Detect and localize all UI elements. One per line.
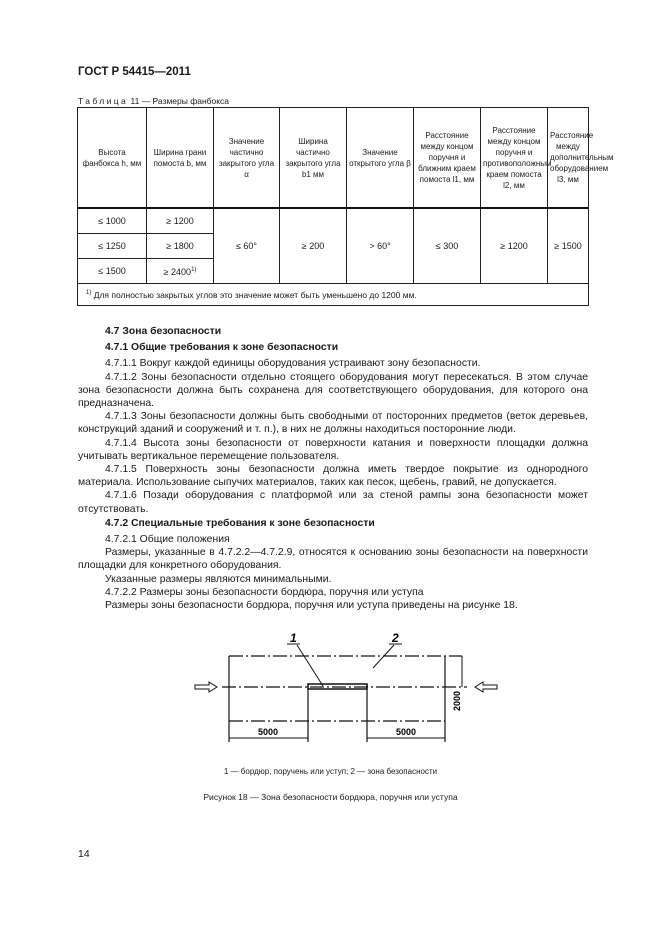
paragraph: 4.7.1.1 Вокруг каждой единицы оборудования устраивают зону безопасности. [105, 358, 481, 370]
table-row [78, 208, 589, 234]
cell: ≤ 1500 [78, 259, 147, 284]
cell: ≤ 300 [414, 208, 481, 284]
header-cell: Высота фанбокса h, мм [78, 108, 147, 209]
header-cell: Расстояние между дополнительным оборудованием l3, мм [548, 108, 589, 209]
leader-line-1 [297, 645, 323, 686]
arrow-right-icon [195, 682, 217, 692]
dimension-left: 5000 [257, 727, 279, 737]
table-caption-title: 11 — Размеры фанбокса [128, 96, 230, 106]
cell: ≥ 200 [280, 208, 347, 284]
section-heading: 4.7.2 Специальные требования к зоне безопасности [105, 517, 375, 529]
footnote-text: Для полностью закрытых углов это значение может быть уменьшено до 1200 мм. [93, 289, 417, 300]
cell: ≤ 60° [214, 208, 280, 284]
paragraph: 4.7.1.5 Поверхность зоны безопасности должна иметь твердое покрытие из однородного материала. Использование сыпучих материалов, таких как песок, щебень, гравий, не допускается. [78, 464, 588, 489]
header-cell: Значение открытого угла β [347, 108, 414, 209]
figure-caption: Рисунок 18 — Зона безопасности бордюра, поручня или уступа [203, 792, 458, 802]
figure-18-diagram [180, 625, 510, 755]
footnote-mark: 1) [191, 266, 197, 273]
arrow-left-icon [475, 682, 497, 692]
footnote-mark: 1) [86, 290, 92, 297]
header-cell: Значение частично закрытого угла α [214, 108, 280, 209]
figure-label-1: 1 [290, 631, 297, 645]
section-heading: 4.7 Зона безопасности [105, 326, 222, 337]
body-text [78, 324, 588, 612]
table-caption-prefix: Таблица [78, 96, 129, 106]
dimension-height: 2000 [452, 690, 462, 712]
cell: ≥ 1200 [481, 208, 548, 284]
paragraph: Размеры, указанные в 4.7.2.2—4.7.2.9, относятся к основанию зоны безопасности на поверхности площадки для конкретного оборудования. [78, 547, 588, 572]
figure-legend: 1 — бордюр, поручень или уступ; 2 — зона безопасности [223, 767, 438, 776]
table-footnote [78, 284, 589, 306]
header-cell: Ширина грани помоста b, мм [147, 108, 214, 209]
paragraph: 4.7.2.2 Размеры зоны безопасности бордюра, поручня или уступа [105, 586, 424, 598]
cell: ≤ 1000 [78, 208, 147, 234]
table-caption [78, 96, 229, 106]
paragraph: 4.7.2.1 Общие положения [105, 534, 230, 546]
cell [147, 259, 214, 284]
paragraph: 4.7.1.3 Зоны безопасности должны быть свободными от посторонних предметов (веток деревьев, конструкций зданий и сооружений и т. п.), в них не должны находиться посторонние люди. [78, 411, 588, 436]
page-number: 14 [78, 848, 90, 860]
fanbox-table [77, 107, 614, 306]
dimension-right: 5000 [395, 727, 417, 737]
paragraph: Размеры зоны безопасности бордюра, поручня или уступа приведены на рисунке 18. [105, 600, 518, 612]
section-heading: 4.7.1 Общие требования к зоне безопасности [105, 342, 339, 354]
header-cell: Ширина частично закрытого угла b1 мм [280, 108, 347, 209]
cell: ≥ 1200 [147, 208, 214, 234]
cell: ≥ 1500 [548, 208, 589, 284]
figure-label-2: 2 [392, 631, 399, 645]
document-header: ГОСТ Р 54415—2011 [78, 66, 191, 78]
paragraph: Указанные размеры являются минимальными. [105, 573, 332, 585]
paragraph: 4.7.1.6 Позади оборудования с платформой или за стеной рампы зона безопасности может отсутствовать. [78, 490, 588, 515]
header-cell: Расстояние между концом поручня и ближним краем помоста l1, мм [414, 108, 481, 209]
header-cell: Расстояние между концом поручня и противоположным краем помоста l2, мм [481, 108, 548, 209]
paragraph: 4.7.1.4 Высота зоны безопасности от поверхности катания и поверхности площадки должна учитывать вертикальное перемещение пользователя. [78, 437, 588, 462]
paragraph: 4.7.1.2 Зоны безопасности отдельно стоящего оборудования могут пересекаться. В этом случае зона безопасности должна быть сохранена для соответствующего оборудования, для которого она предназначена. [78, 371, 588, 410]
cell: ≥ 1800 [147, 234, 214, 259]
cell-value: ≥ 2400 [163, 266, 192, 277]
cell: ≤ 1250 [78, 234, 147, 259]
cell: > 60° [347, 208, 414, 284]
